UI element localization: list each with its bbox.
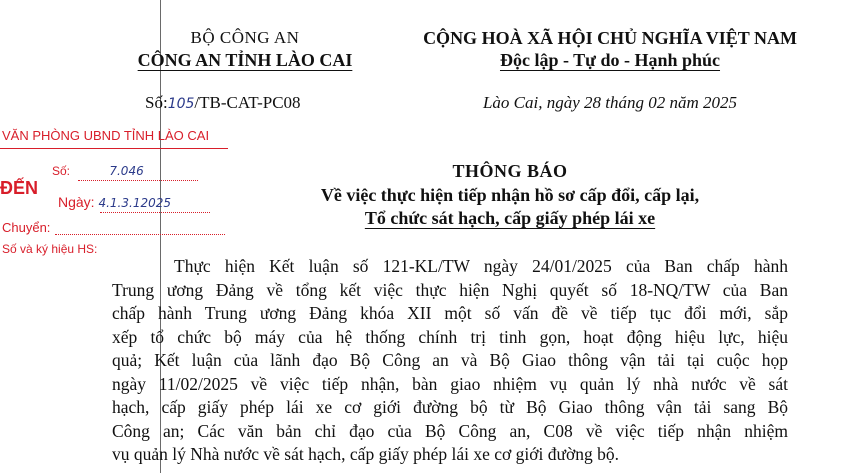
document-number-prefix: Số:	[145, 93, 168, 112]
body-line: chấp hành Trung ương Đảng khóa XII một số vấn đề về tiếp tục đổi mới, sắp	[112, 303, 788, 323]
stamp-rule-chuyen	[55, 234, 225, 235]
stamp-date	[58, 194, 171, 210]
stamp-so-ky-hieu: Số và ký hiệu HS:	[2, 242, 98, 256]
stamp-so-label: Số:	[52, 164, 71, 178]
subject-line-2: Tổ chức sát hạch, cấp giấy phép lái xe	[364, 208, 656, 228]
body-line: vụ quản lý Nhà nước về sát hạch, cấp giấy phép lái xe cơ giới đường bộ.	[112, 444, 619, 464]
received-stamp	[0, 120, 230, 260]
stamp-date-label: Ngày:	[58, 194, 95, 210]
body-line: ngày 11/02/2025 về việc tiếp nhận, bàn giao nhiệm vụ quản lý nhà nước về sát	[112, 373, 788, 394]
stamp-chuyen: Chuyển:	[2, 220, 51, 235]
stamp-so	[52, 164, 144, 178]
body-line: quả; Kết luận của lãnh đạo Bộ Công an và Bộ Giao thông vận tải tại cuộc họp	[112, 350, 788, 370]
date-line: Lào Cai, ngày 28 tháng 02 năm 2025	[482, 93, 738, 112]
body-paragraph	[112, 255, 788, 467]
body-line: hạch, cấp giấy phép lái xe cơ giới đường bộ từ Bộ Giao thông vận tải sang Bộ	[112, 397, 788, 417]
document-number	[145, 93, 301, 113]
document-number-handwritten: 105	[167, 96, 195, 112]
agency-parent: BỘ CÔNG AN	[190, 28, 300, 47]
document-number-suffix: /TB-CAT-PC08	[194, 93, 301, 112]
stamp-den: ĐẾN	[0, 178, 39, 198]
notice-title: THÔNG BÁO	[452, 161, 568, 181]
stamp-office: VĂN PHÒNG UBND TỈNH LÀO CAI	[2, 128, 210, 143]
stamp-divider	[0, 148, 228, 149]
subject-line-1: Về việc thực hiện tiếp nhận hồ sơ cấp đổi, cấp lại,	[320, 185, 700, 205]
stamp-rule-date	[100, 212, 210, 213]
body-line: xếp tổ chức bộ máy của hệ thống chính trị tinh gọn, hoạt động hiệu lực, hiệu	[112, 326, 788, 347]
body-line: Công an; Các văn bản chỉ đạo của Bộ Công an, C08 về việc tiếp nhận nhiệm	[112, 420, 788, 441]
country-name: CỘNG HOÀ XÃ HỘI CHỦ NGHĨA VIỆT NAM	[423, 28, 797, 48]
stamp-date-value: 4.1.3.12025	[98, 196, 171, 210]
stamp-so-value: 7.046	[109, 164, 144, 178]
body-line: Thực hiện Kết luận số 121-KL/TW ngày 24/01/2025 của Ban chấp hành	[174, 256, 788, 276]
national-motto: Độc lập - Tự do - Hạnh phúc	[499, 50, 721, 70]
stamp-rule-so	[78, 180, 198, 181]
agency-name: CÔNG AN TỈNH LÀO CAI	[137, 50, 353, 70]
body-line: Trung ương Đảng về tổng kết việc thực hiện Nghị quyết số 18-NQ/TW của Ban	[112, 279, 788, 300]
